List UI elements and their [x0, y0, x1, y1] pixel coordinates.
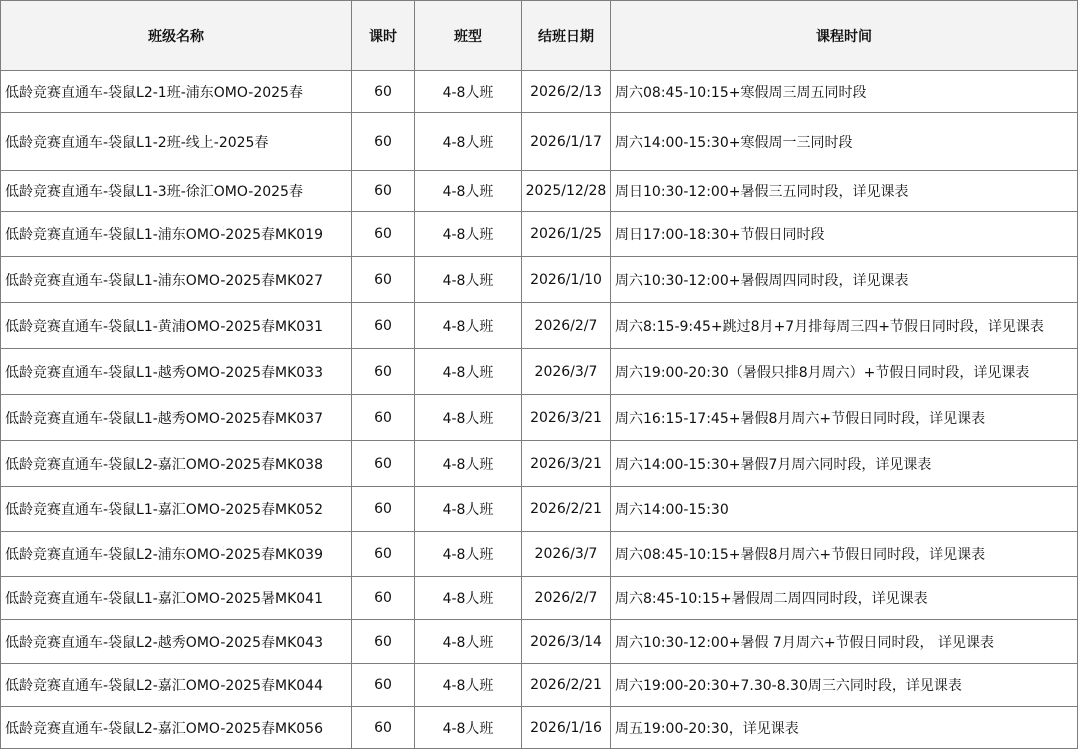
- header-class-name: 班级名称: [1, 1, 352, 71]
- cell-class-name: 低龄竞赛直通车-袋鼠L1-2班-线上-2025春: [1, 113, 352, 171]
- header-hours: 课时: [352, 1, 415, 71]
- cell-class-type: 4-8人班: [415, 212, 522, 257]
- cell-end-date: 2026/3/7: [522, 349, 611, 395]
- cell-end-date: 2026/2/13: [522, 71, 611, 113]
- cell-class-name: 低龄竞赛直通车-袋鼠L2-1班-浦东OMO-2025春: [1, 71, 352, 113]
- cell-course-time: 周六08:45-10:15+寒假周三周五同时段: [611, 71, 1078, 113]
- header-class-type: 班型: [415, 1, 522, 71]
- cell-hours: 60: [352, 257, 415, 303]
- cell-end-date: 2026/3/14: [522, 620, 611, 664]
- header-course-time: 课程时间: [611, 1, 1078, 71]
- cell-course-time: 周六14:00-15:30+寒假周一三同时段: [611, 113, 1078, 171]
- cell-course-time: 周六8:45-10:15+暑假周二周四同时段，详见课表: [611, 577, 1078, 620]
- cell-class-type: 4-8人班: [415, 664, 522, 707]
- cell-hours: 60: [352, 620, 415, 664]
- cell-course-time: 周六19:00-20:30（暑假只排8月周六）+节假日同时段，详见课表: [611, 349, 1078, 395]
- cell-end-date: 2026/3/21: [522, 441, 611, 487]
- cell-class-type: 4-8人班: [415, 441, 522, 487]
- table-row: [1, 707, 1078, 749]
- cell-course-time: 周六10:30-12:00+暑假 7月周六+节假日同时段， 详见课表: [611, 620, 1078, 664]
- cell-end-date: 2026/3/21: [522, 395, 611, 441]
- cell-class-type: 4-8人班: [415, 257, 522, 303]
- cell-hours: 60: [352, 441, 415, 487]
- cell-class-type: 4-8人班: [415, 532, 522, 577]
- cell-course-time: 周六14:00-15:30+暑假7月周六同时段，详见课表: [611, 441, 1078, 487]
- cell-class-type: 4-8人班: [415, 71, 522, 113]
- cell-hours: 60: [352, 71, 415, 113]
- table-row: [1, 113, 1078, 171]
- table-row: [1, 257, 1078, 303]
- header-end-date: 结班日期: [522, 1, 611, 71]
- cell-class-name: 低龄竞赛直通车-袋鼠L1-3班-徐汇OMO-2025春: [1, 171, 352, 212]
- table-row: [1, 664, 1078, 707]
- cell-class-name: 低龄竞赛直通车-袋鼠L1-嘉汇OMO-2025暑MK041: [1, 577, 352, 620]
- cell-end-date: 2026/2/7: [522, 577, 611, 620]
- cell-class-type: 4-8人班: [415, 577, 522, 620]
- cell-hours: 60: [352, 113, 415, 171]
- table-row: [1, 303, 1078, 349]
- cell-course-time: 周五19:00-20:30，详见课表: [611, 707, 1078, 749]
- cell-hours: 60: [352, 395, 415, 441]
- cell-end-date: 2026/2/21: [522, 487, 611, 532]
- cell-class-name: 低龄竞赛直通车-袋鼠L1-黄浦OMO-2025春MK031: [1, 303, 352, 349]
- cell-class-name: 低龄竞赛直通车-袋鼠L2-浦东OMO-2025春MK039: [1, 532, 352, 577]
- cell-hours: 60: [352, 349, 415, 395]
- cell-class-type: 4-8人班: [415, 487, 522, 532]
- cell-hours: 60: [352, 303, 415, 349]
- cell-class-type: 4-8人班: [415, 349, 522, 395]
- cell-class-type: 4-8人班: [415, 620, 522, 664]
- table-row: [1, 212, 1078, 257]
- cell-course-time: 周六10:30-12:00+暑假周四同时段，详见课表: [611, 257, 1078, 303]
- table-row: [1, 171, 1078, 212]
- cell-hours: 60: [352, 532, 415, 577]
- cell-class-name: 低龄竞赛直通车-袋鼠L2-越秀OMO-2025春MK043: [1, 620, 352, 664]
- cell-class-name: 低龄竞赛直通车-袋鼠L1-嘉汇OMO-2025春MK052: [1, 487, 352, 532]
- cell-class-name: 低龄竞赛直通车-袋鼠L1-越秀OMO-2025春MK037: [1, 395, 352, 441]
- cell-class-name: 低龄竞赛直通车-袋鼠L2-嘉汇OMO-2025春MK038: [1, 441, 352, 487]
- cell-end-date: 2026/2/7: [522, 303, 611, 349]
- cell-hours: 60: [352, 664, 415, 707]
- cell-hours: 60: [352, 171, 415, 212]
- cell-course-time: 周日10:30-12:00+暑假三五同时段，详见课表: [611, 171, 1078, 212]
- table-row: [1, 620, 1078, 664]
- cell-end-date: 2026/1/16: [522, 707, 611, 749]
- cell-course-time: 周六08:45-10:15+暑假8月周六+节假日同时段，详见课表: [611, 532, 1078, 577]
- cell-class-name: 低龄竞赛直通车-袋鼠L2-嘉汇OMO-2025春MK056: [1, 707, 352, 749]
- cell-class-name: 低龄竞赛直通车-袋鼠L2-嘉汇OMO-2025春MK044: [1, 664, 352, 707]
- cell-end-date: 2026/1/10: [522, 257, 611, 303]
- cell-course-time: 周六8:15-9:45+跳过8月+7月排每周三四+节假日同时段，详见课表: [611, 303, 1078, 349]
- cell-course-time: 周六16:15-17:45+暑假8月周六+节假日同时段，详见课表: [611, 395, 1078, 441]
- cell-end-date: 2026/3/7: [522, 532, 611, 577]
- table-row: [1, 577, 1078, 620]
- cell-class-type: 4-8人班: [415, 707, 522, 749]
- table-row: [1, 487, 1078, 532]
- cell-end-date: 2025/12/28: [522, 171, 611, 212]
- table-row: [1, 349, 1078, 395]
- cell-hours: 60: [352, 212, 415, 257]
- cell-course-time: 周日17:00-18:30+节假日同时段: [611, 212, 1078, 257]
- header-row: [1, 1, 1078, 71]
- cell-end-date: 2026/1/25: [522, 212, 611, 257]
- table-row: [1, 395, 1078, 441]
- cell-class-type: 4-8人班: [415, 395, 522, 441]
- cell-end-date: 2026/1/17: [522, 113, 611, 171]
- cell-class-name: 低龄竞赛直通车-袋鼠L1-越秀OMO-2025春MK033: [1, 349, 352, 395]
- cell-hours: 60: [352, 707, 415, 749]
- cell-class-type: 4-8人班: [415, 303, 522, 349]
- table-row: [1, 71, 1078, 113]
- cell-class-name: 低龄竞赛直通车-袋鼠L1-浦东OMO-2025春MK019: [1, 212, 352, 257]
- cell-class-type: 4-8人班: [415, 171, 522, 212]
- cell-course-time: 周六19:00-20:30+7.30-8.30周三六同时段，详见课表: [611, 664, 1078, 707]
- table-row: [1, 532, 1078, 577]
- cell-hours: 60: [352, 577, 415, 620]
- cell-class-name: 低龄竞赛直通车-袋鼠L1-浦东OMO-2025春MK027: [1, 257, 352, 303]
- cell-class-type: 4-8人班: [415, 113, 522, 171]
- cell-course-time: 周六14:00-15:30: [611, 487, 1078, 532]
- table-row: [1, 441, 1078, 487]
- cell-end-date: 2026/2/21: [522, 664, 611, 707]
- cell-hours: 60: [352, 487, 415, 532]
